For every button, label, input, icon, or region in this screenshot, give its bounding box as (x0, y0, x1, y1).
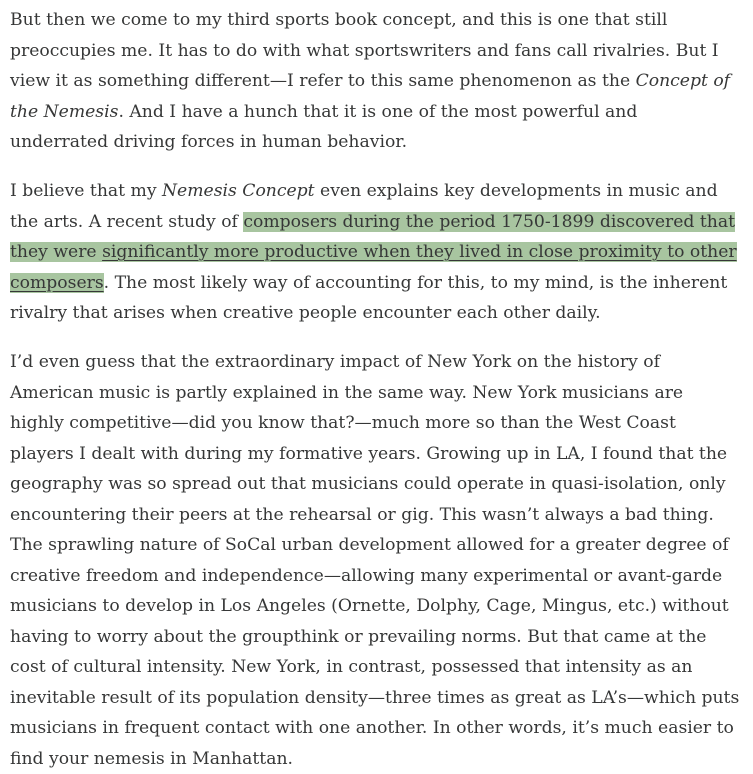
p2-text-c: . The most likely way of accounting for this, to my mind, is the inherent rivalry that arises when creative people encounter each other daily. (10, 272, 728, 323)
p2-text-b: even explains key developments in music and the arts. A recent study of (10, 181, 718, 232)
paragraph-nemesis-music (10, 176, 740, 329)
study-link[interactable]: significantly more productive when they lived in close proximity to other composers (10, 242, 737, 293)
paragraph-new-york (10, 347, 740, 774)
p1-text-a: But then we come to my third sports book concept, and this is one that still preoccupies me. It has to do with what sportswriters and fans call rivalries. But I view it as something different—I refer to this same phenomenon as the (10, 10, 719, 91)
highlight-text: composers during the period 1750-1899 discovered that they were (10, 211, 736, 262)
p2-text-a: I believe that my (10, 181, 163, 201)
p1-emphasis: Concept of the Nemesis (10, 71, 731, 122)
p2-emphasis: Nemesis Concept (162, 181, 315, 201)
p3-text: I’d even guess that the extraordinary impact of New York on the history of American music is partly explained in the same way. New York musicians are highly competitive—did you know that?—much more so than the West Coast players I dealt with during my formative years. Growing up in LA, I found that the geography was so spread out that musicians could operate in quasi-isolation, only encountering their peers at the rehearsal or gig. This wasn’t always a bad thing. The sprawling nature of SoCal urban development allowed for a greater degree of creative freedom and independence—allowing many experimental or avant-garde musicians to develop in Los Angeles (Ornette, Dolphy, Cage, Mingus, etc.) without having to worry about the groupthink or prevailing norms. But that came at the cost of cultural intensity. New York, in contrast, possessed that intensity as an inevitable result of its population density—three times as great as LA’s—which puts musicians in frequent contact with one another. In other words, it’s much easier to find your nemesis in Manhattan. (10, 352, 740, 769)
paragraph-nemesis-intro (10, 5, 740, 158)
p1-text-b: . And I have a hunch that it is one of the most powerful and underrated driving forces in human behavior. (10, 101, 638, 152)
